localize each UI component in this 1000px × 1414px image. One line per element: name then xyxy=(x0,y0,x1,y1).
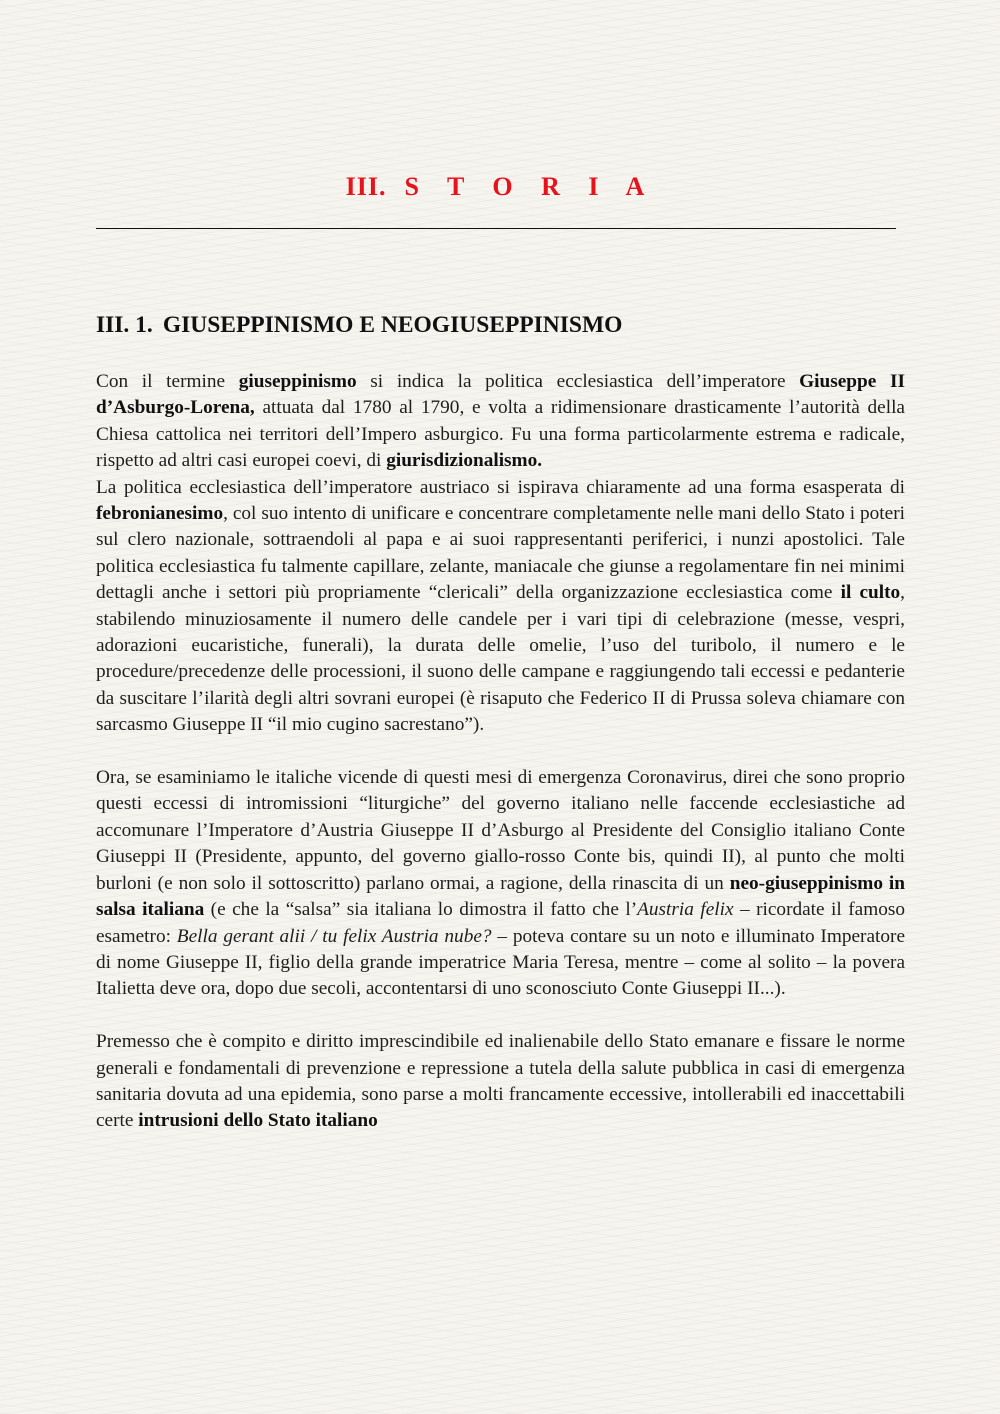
chapter-title xyxy=(96,172,905,202)
text-run: attuata dal 1780 al 1790, e volta a ridimensionare drasticamente l’autorità della Chiesa cattolica nei territori dell’Impero asburgico. Fu una forma particolarmente estrema e radicale, rispetto ad altri casi europei coevi, di xyxy=(96,397,905,472)
section-number: III. 1. xyxy=(96,312,153,338)
bold-term: il culto xyxy=(840,582,901,604)
text-run: Premesso che è compito e diritto imprescindibile ed inalienabile dello Stato emanare e fissare le norme generali e fondamentali di prevenzione e repressione a tutela della salute pubblica in casi di emergenza sanitaria dovuta ad una epidemia, sono parse a molti francamente eccessive, intollerabili ed inaccettabili certe xyxy=(96,1031,905,1132)
text-run: La politica ecclesiastica dell’imperatore austriaco si ispirava chiaramente ad una forma esasperata di xyxy=(96,476,905,498)
bold-term: neo-giuseppinismo in salsa italiana xyxy=(96,872,905,921)
bold-term: giurisdizionalismo. xyxy=(386,450,543,472)
section-title xyxy=(96,312,622,339)
horizontal-rule xyxy=(96,228,896,229)
bold-term: intrusioni dello Stato italiano xyxy=(138,1110,378,1132)
text-run: , col suo intento di unificare e concentrare completamente nelle mani dello Stato i poteri sul clero nazionale, sottraendoli al papa e ai suoi rappresentanti periferici, i nunzi apostolici. Tale politica ecclesiastica fu talmente capillare, zelante, maniacale che giunse a regolamentare fin nei minimi dettagli anche i settori più propriamente “clericali” della organizzazione ecclesiastica come xyxy=(96,503,905,604)
paragraph xyxy=(96,765,905,1003)
bold-term: giuseppinismo xyxy=(238,371,357,392)
bold-term: Giuseppe II d’Asburgo-Lorena, xyxy=(96,371,905,419)
italic-phrase: Bella gerant alii / tu felix Austria nube? xyxy=(176,925,492,947)
italic-phrase: Austria felix xyxy=(637,899,734,921)
paragraph xyxy=(96,369,905,475)
text-run: Con il termine xyxy=(96,371,239,392)
paragraph xyxy=(96,1029,905,1135)
text-run: – ricordate il famoso esametro: xyxy=(96,899,905,947)
text-run: si indica la politica ecclesiastica dell’imperatore xyxy=(356,371,800,392)
text-run: – poteva contare su un noto e illuminato Imperatore di nome Giuseppe II, figlio della grande imperatrice Maria Teresa, mentre – come al solito – la povera Italietta deve ora, dopo due secoli, accontentarsi di uno sconosciuto Conte Giuseppi II...). xyxy=(96,925,906,1000)
section-name: GIUSEPPINISMO E NEOGIUSEPPINISMO xyxy=(162,312,623,338)
text-run: Ora, se esaminiamo le italiche vicende di questi mesi di emergenza Coronavirus, direi che sono proprio questi eccessi di intromissioni “liturgiche” del governo italiano nelle faccende ecclesiastiche ad accomunare l’Imperatore d’Austria Giuseppe II d’Asburgo al Presidente del Consiglio italiano Conte Giuseppi II (Presidente, appunto, del governo giallo-rosso Conte bis, quindi II), al punto che molti burloni (e non solo il sottoscritto) parlano ormai, a ragione, della rinascita di un xyxy=(96,767,905,894)
chapter-name: S T O R I A xyxy=(404,172,656,201)
body-text xyxy=(96,369,905,1135)
bold-term: febronianesimo xyxy=(96,503,224,525)
paragraph xyxy=(96,475,905,739)
chapter-number: III. xyxy=(345,172,387,201)
text-run: , stabilendo minuziosamente il numero delle candele per i vari tipi di celebrazione (messe, vespri, adorazioni eucaristiche, funerali), la durata delle omelie, l’uso del turibolo, il numero e le procedure/precedenze delle processioni, il suono delle campane e raggiungendo tali eccessi e pedanterie da suscitare l’ilarità degli altri sovrani europei (è risaputo che Federico II di Prussa soleva chiamare con sarcasmo Giuseppe II “il mio cugino sacrestano”). xyxy=(96,582,905,736)
text-run: (e che la “salsa” sia italiana lo dimostra il fatto che l’ xyxy=(204,899,638,921)
